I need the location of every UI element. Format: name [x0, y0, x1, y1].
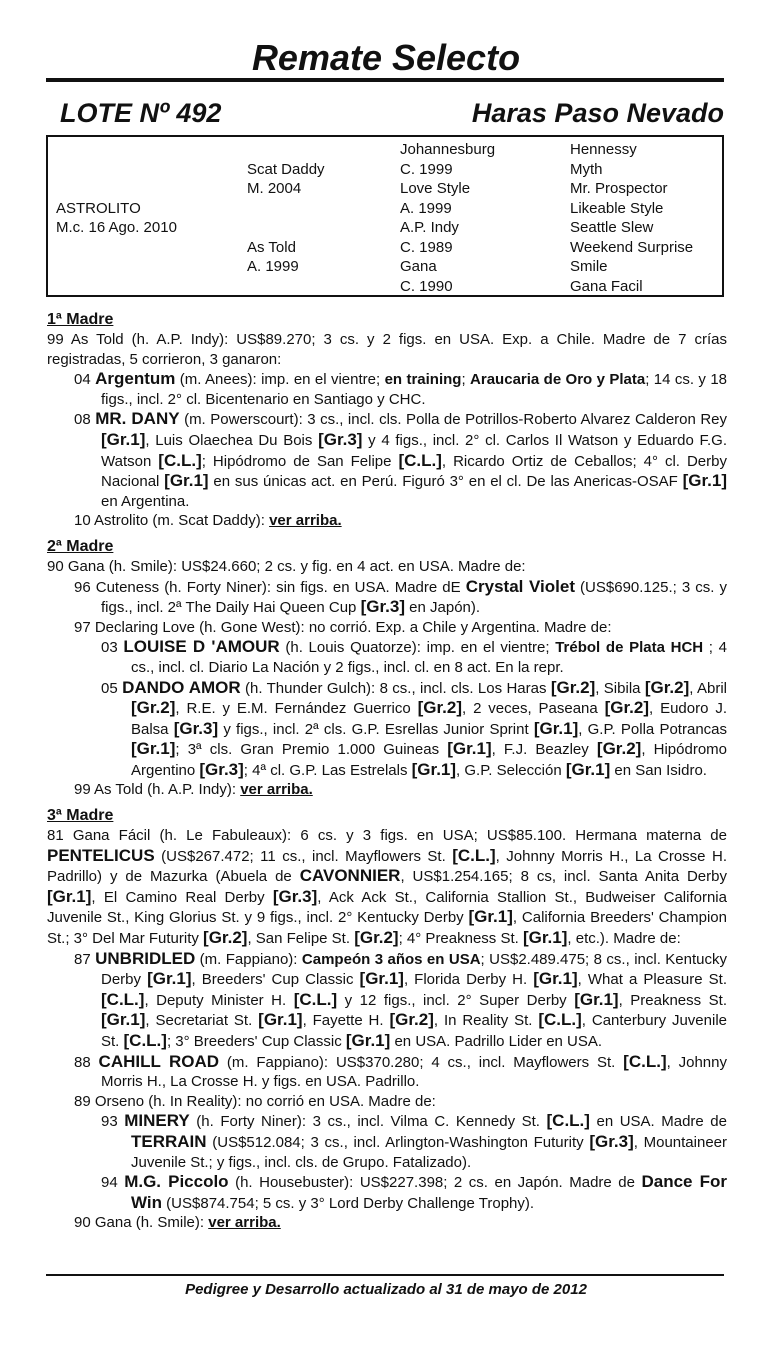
produce-entry: 94 M.G. Piccolo (h. Housebuster): US$227.398; 2 cs. en Japón. Madre de Dance For Win (US$874.754; 5 cs. y 3° Lord Derby Challenge Trophy).	[101, 1172, 727, 1212]
horse-name: MINERY	[124, 1111, 190, 1131]
produce-entry: 88 CAHILL ROAD (m. Fappiano): US$370.280; 4 cs., incl. Mayflowers St. [C.L.], Johnny Morris H., La Crosse H. y figs. en USA. Padrillo.	[74, 1051, 727, 1091]
horse-name: LOUISE D 'AMOUR	[123, 637, 280, 657]
produce-entry: 97 Declaring Love (h. Gone West): no corrió. Exp. a Chile y Argentina. Madre de:	[74, 618, 612, 636]
horse-name: MR. DANY	[95, 409, 180, 429]
horse-name: PENTELICUS	[47, 845, 155, 865]
dam-entry: 99 As Told (h. A.P. Indy): US$89.270; 3 cs. y 2 figs. en USA. Exp. a Chile. Madre de 7 crías registradas, 5 corrieron, 3 ganaron:	[47, 331, 727, 368]
footer-rule	[46, 1274, 724, 1276]
grandsire-entry: C. 1999	[400, 161, 453, 178]
grandsire-entry: Love Style	[400, 180, 471, 197]
ver-arriba-link: ver arriba.	[269, 512, 342, 530]
footer-note: Pedigree y Desarrollo actualizado al 31 de mayo de 2012	[185, 1281, 587, 1298]
produce-entry: 08 MR. DANY (m. Powerscourt): 3 cs., incl. cls. Polla de Potrillos-Roberto Alvarez Calderon Rey [Gr.1], Luis Olaechea Du Bois [Gr.3] y 4 figs., incl. 2° cl. Carlos Il Watson y Eduardo F.G. Watson [C.L.]; Hipódromo de San Felipe [C.L.], Ricardo Ortiz de Ceballos; 4° cl. Derby Nacional [Gr.1] en sus únicas act. en Perú. Figuró 3° en el cl. De las Anericas-OSAF [Gr.1] en Argentina.	[74, 409, 728, 510]
horse-name: M.G. Piccolo	[124, 1172, 229, 1192]
produce-entry: 89 Orseno (h. In Reality): no corrió en USA. Madre de:	[74, 1092, 436, 1110]
horse-name: CAVONNIER	[299, 866, 401, 886]
lot-number: LOTE Nº 492	[60, 98, 222, 128]
page-title: Remate Selecto	[251, 37, 521, 78]
dam-name: As Told	[247, 239, 296, 256]
section-heading-first-dam: 1ª Madre	[47, 311, 114, 328]
horse-name: ASTROLITO	[56, 200, 141, 217]
produce-record	[47, 304, 727, 1233]
section-heading-third-dam: 3ª Madre	[47, 807, 114, 825]
dam-info: A. 1999	[247, 258, 299, 275]
dam-entry: 90 Gana (h. Smile): US$24.660; 2 cs. y fig. en 4 act. en USA. Madre de:	[47, 557, 526, 575]
stud-name: Haras Paso Nevado	[471, 98, 724, 128]
great-grandparent: Seattle Slew	[570, 219, 654, 236]
great-grandparent: Smile	[570, 258, 608, 275]
grandsire-entry: C. 1990	[400, 278, 453, 295]
section-heading-second-dam: 2ª Madre	[47, 537, 114, 555]
produce-entry: 90 Gana (h. Smile): ver arriba.	[74, 1214, 281, 1232]
great-grandparent: Weekend Surprise	[570, 239, 694, 256]
produce-entry: 99 As Told (h. A.P. Indy): ver arriba.	[74, 781, 313, 799]
horse-name: UNBRIDLED	[95, 948, 196, 968]
grandsire-entry: A.P. Indy	[400, 219, 459, 236]
grandsire-entry: Gana	[400, 258, 437, 275]
horse-name: TERRAIN	[131, 1131, 207, 1151]
pedigree-table	[46, 135, 724, 297]
great-grandparent: Myth	[570, 161, 603, 178]
horse-name: Crystal Violet	[465, 576, 575, 596]
great-grandparent: Hennessy	[570, 141, 637, 158]
grandsire-entry: A. 1999	[400, 200, 452, 217]
great-grandparent: Gana Facil	[570, 278, 643, 295]
produce-entry: 03 LOUISE D 'AMOUR (h. Louis Quatorze): imp. en el vientre; Trébol de Plata HCH ; 4 cs., incl. cl. Diario La Nación y 2 figs., incl. cl. en 8 act. En la repr.	[101, 637, 727, 676]
grandsire-entry: Johannesburg	[400, 141, 496, 158]
produce-entry: 96 Cuteness (h. Forty Niner): sin figs. en USA. Madre dE Crystal Violet (US$690.125.; 3 cs. y figs., incl. 2ª The Daily Hai Queen Cup [Gr.3] en Japón).	[74, 576, 727, 617]
sire-name: Scat Daddy	[247, 161, 325, 178]
great-grandparent: Mr. Prospector	[570, 180, 668, 197]
produce-entry: 04 Argentum (m. Anees): imp. en el vientre; en training; Araucaria de Oro y Plata; 14 cs. y 18 figs., incl. 2° cl. Bicentenario en Santiago y CHC.	[74, 369, 728, 408]
produce-entry: 10 Astrolito (m. Scat Daddy): ver arriba.	[74, 512, 342, 530]
horse-name: DANDO AMOR	[122, 677, 241, 697]
title-rule	[46, 78, 724, 82]
dam-entry: 81 Gana Fácil (h. Le Fabuleaux): 6 cs. y 3 figs. en USA; US$85.100. Hermana materna de PENTELICUS (US$267.472; 11 cs., incl. Mayflowers St. [C.L.], Johnny Morris H., La Crosse H. Padrillo) y de Mazurka (Abuela de CAVONNIER, US$1.254.165; 8 cs, incl. Santa Anita Derby [Gr.1], El Camino Real Derby [Gr.3], Ack Ack St., California Stallion St., Budweiser California Juvenile St., King Glorius St. y 9 figs., incl. 2° Kentucky Derby [Gr.1], California Breeders' Champion St.; 3° Del Mar Futurity [Gr.2], San Felipe St. [Gr.2]; 4° Preakness St. [Gr.1], etc.). Madre de:	[47, 827, 727, 948]
horse-name: Dance For Win	[131, 1172, 727, 1212]
sire-info: M. 2004	[247, 180, 302, 197]
produce-entry: 05 DANDO AMOR (h. Thunder Gulch): 8 cs., incl. cls. Los Haras [Gr.2], Sibila [Gr.2], Abril [Gr.2], R.E. y E.M. Fernández Guerrico [Gr.2], 2 veces, Paseana [Gr.2], Eudoro J. Balsa [Gr.3] y figs., incl. 2ª cls. G.P. Esrellas Junior Sprint [Gr.1], G.P. Polla Potrancas [Gr.1]; 3ª cls. Gran Premio 1.000 Guineas [Gr.1], F.J. Beazley [Gr.2], Hipódromo Argentino [Gr.3]; 4ª cl. G.P. Las Estrelals [Gr.1], G.P. Selección [Gr.1] en San Isidro.	[101, 677, 728, 779]
horse-name: CAHILL ROAD	[98, 1051, 220, 1071]
produce-entry: 87 UNBRIDLED (m. Fappiano): Campeón 3 años en USA; US$2.489.475; 8 cs., incl. Kentucky Derby [Gr.1], Breeders' Cup Classic [Gr.1], Florida Derby H. [Gr.1], What a Pleasure St. [C.L.], Deputy Minister H. [C.L.] y 12 figs., incl. 2° Super Derby [Gr.1], Preakness St. [Gr.1], Secretariat St. [Gr.1], Fayette H. [Gr.2], In Reality St. [C.L.], Canterbury Juvenile St. [C.L.]; 3° Breeders' Cup Classic [Gr.1] en USA. Padrillo Lider en USA.	[74, 948, 728, 1050]
ver-arriba-link: ver arriba.	[240, 781, 313, 799]
horse-name: Argentum	[95, 369, 176, 389]
great-grandparent: Likeable Style	[570, 200, 664, 217]
ver-arriba-link: ver arriba.	[208, 1214, 281, 1232]
produce-entry: 93 MINERY (h. Forty Niner): 3 cs., incl. Vilma C. Kennedy St. [C.L.] en USA. Madre de TERRAIN (US$512.084; 3 cs., incl. Arlington-Washington Futurity [Gr.3], Mountaineer Juvenile St.; y figs., incl. cls. de Grupo. Fatalizado).	[101, 1111, 727, 1171]
grandsire-entry: C. 1989	[400, 239, 453, 256]
horse-info: M.c. 16 Ago. 2010	[56, 219, 177, 236]
